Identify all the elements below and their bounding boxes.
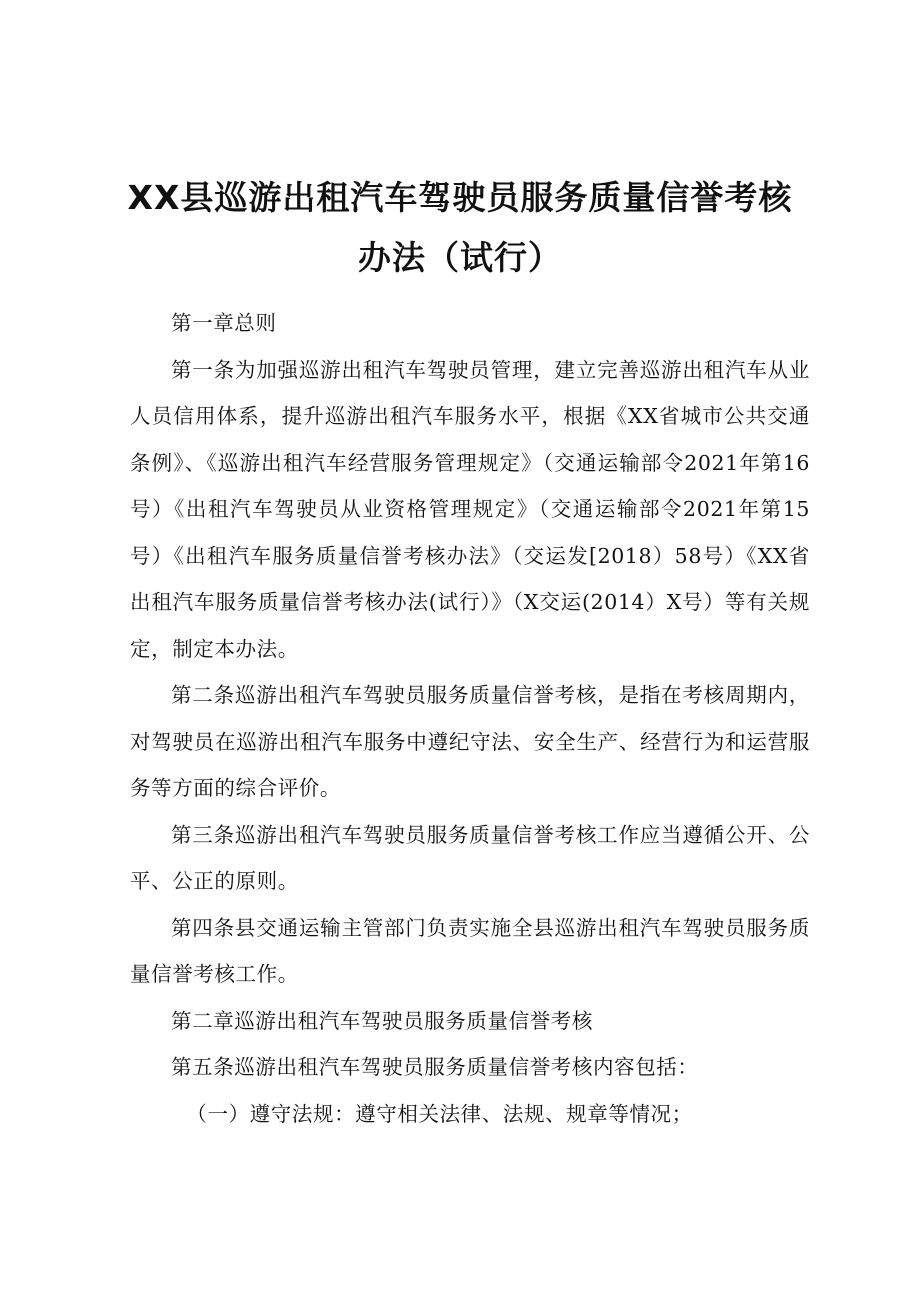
chapter-heading: 第二章巡游出租汽车驾驶员服务质量信誉考核 [171, 1008, 593, 1033]
article-paragraph: 第一条为加强巡游出租汽车驾驶员管理，建立完善巡游出租汽车从业人员信用体系，提升巡游出租汽车服务水平，根据《XX省城市公共交通条例》、《巡游出租汽车经营服务管理规定》（交通运输部令2021年第16号）《出租汽车驾驶员从业资格管理规定》（交通运输部令2021年第15号）《出租汽车服务质量信誉考核办法》（交运发[2018）58号）《XX省出租汽车服务质量信誉考核办法(试行）》（X交运(2014）X号）等有关规定，制定本办法。 [130, 357, 810, 661]
article-paragraph: 第四条县交通运输主管部门负责实施全县巡游出租汽车驾驶员服务质量信誉考核工作。 [130, 915, 810, 986]
article-paragraph: 第二条巡游出租汽车驾驶员服务质量信誉考核，是指在考核周期内，对驾驶员在巡游出租汽车服务中遵纪守法、安全生产、经营行为和运营服务等方面的综合评价。 [130, 683, 810, 800]
list-item: （一）遵守法规：遵守相关法律、法规、规章等情况； [186, 1101, 693, 1126]
document-title-line-1: XX县巡游出租汽车驾驶员服务质量信誉考核 [127, 178, 793, 217]
article-paragraph: 第三条巡游出租汽车驾驶员服务质量信誉考核工作应当遵循公开、公平、公正的原则。 [130, 822, 810, 893]
document-title-line-2: 办法（试行） [358, 238, 562, 277]
article-paragraph: 第五条巡游出租汽车驾驶员服务质量信誉考核内容包括： [171, 1055, 699, 1079]
chapter-heading: 第一章总则 [171, 311, 277, 335]
document-body [130, 300, 810, 1137]
